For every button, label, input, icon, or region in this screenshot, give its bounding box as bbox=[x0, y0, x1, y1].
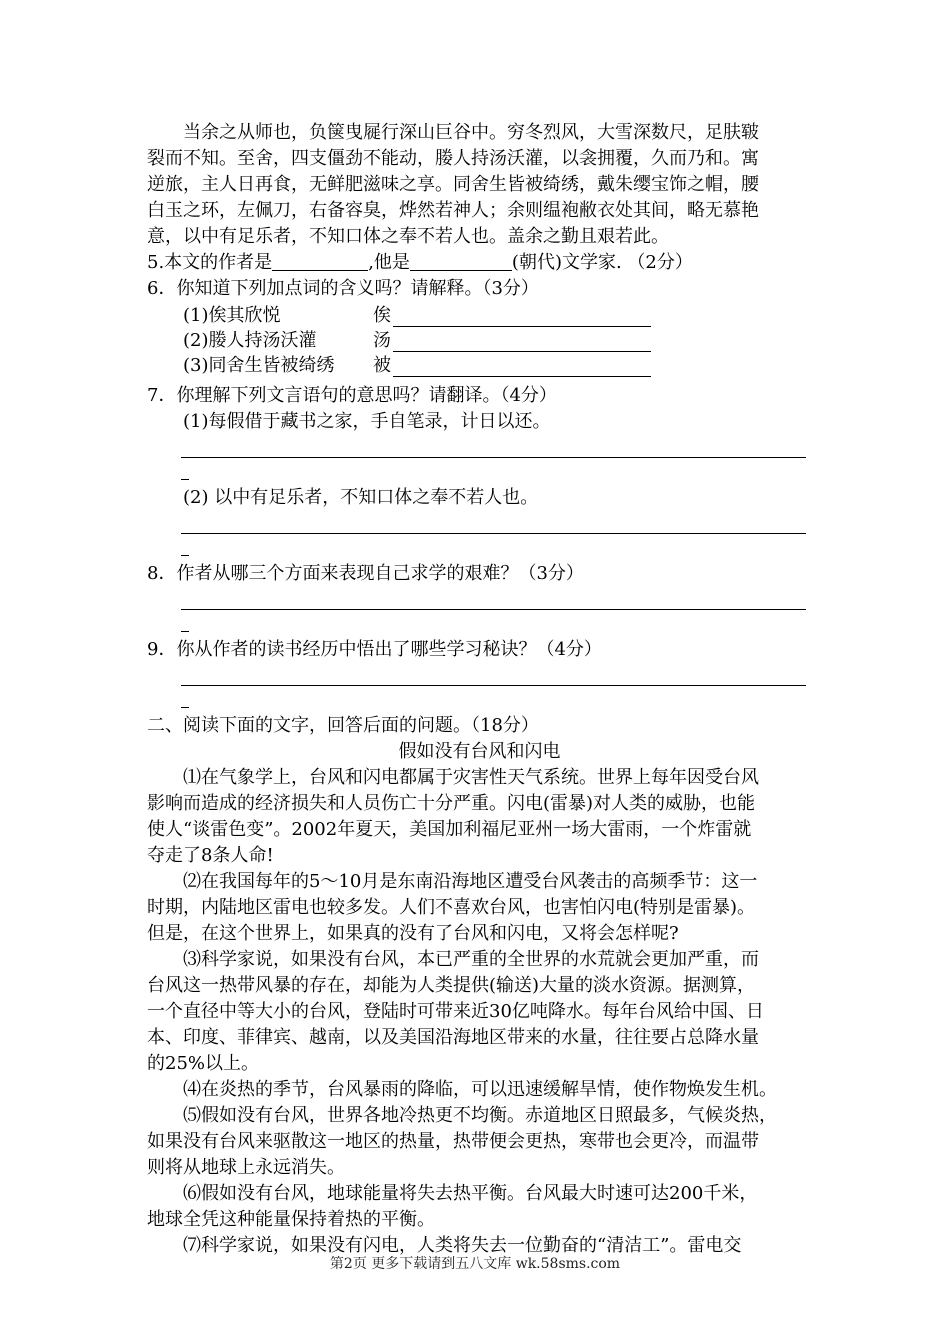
q5-middle: ,他是 bbox=[368, 252, 410, 273]
article-heading: 假如没有台风和闪电 bbox=[398, 741, 561, 762]
q6-item bbox=[147, 302, 812, 327]
article-line: 的25%以上。 bbox=[147, 1053, 260, 1074]
q7-sentence-1: (1)每假借于藏书之家，手自笔录，计日以还。 bbox=[183, 411, 551, 432]
article-line: 一个直径中等大小的台风，登陆时可带来近30亿吨降水。每年台风给中国、日 bbox=[147, 1001, 764, 1022]
q6-answer-blank[interactable] bbox=[393, 356, 651, 377]
article-line: 本、印度、菲律宾、越南，以及美国沿海地区带来的水量，往往要占总降水量 bbox=[147, 1027, 759, 1048]
page-content bbox=[147, 120, 812, 1259]
article-line: 使人“谈雷色变”。2002年夏天，美国加利福尼亚州一场大雷雨，一个炸雷就 bbox=[147, 819, 752, 840]
article-line: 则将从地球上永远消失。 bbox=[147, 1157, 345, 1178]
question-9-title: 9．你从作者的读书经历中悟出了哪些学习秘诀？（4分） bbox=[147, 639, 602, 660]
article-line: ⑶科学家说，如果没有台风，本已严重的全世界的水荒就会更加严重，而 bbox=[183, 949, 759, 970]
q6-item bbox=[147, 352, 812, 377]
article-line: 如果没有台风来驱散这一地区的热量，热带便会更热，寒带也会更冷，而温带 bbox=[147, 1131, 759, 1152]
question-6-title: 6．你知道下列加点词的含义吗？请解释。（3分） bbox=[147, 278, 539, 299]
passage-line: 裂而不知。至舍，四支僵劲不能动，媵人持汤沃灌，以衾拥覆，久而乃和。寓 bbox=[147, 148, 759, 169]
q7-sentence-2: (2) 以中有足乐者，不知口体之奉不若人也。 bbox=[183, 487, 539, 508]
passage-line: 当余之从师也，负箧曳屣行深山巨谷中。穷冬烈风，大雪深数尺，足肤皲 bbox=[183, 122, 759, 143]
q6-word: 汤 bbox=[373, 330, 391, 351]
q6-phrase: (2)媵人持汤沃灌 bbox=[183, 330, 317, 351]
passage-line: 逆旅，主人日再食，无鲜肥滋味之享。同舍生皆被绮绣，戴朱缨宝饰之帽，腰 bbox=[147, 174, 759, 195]
q6-item bbox=[147, 327, 812, 352]
q5-prefix: 5.本文的作者是 bbox=[147, 252, 273, 273]
q7-answer-line-2[interactable] bbox=[181, 511, 806, 559]
passage-1 bbox=[147, 120, 812, 250]
q5-suffix: (朝代)文学家. （2分） bbox=[511, 252, 693, 273]
q9-answer-line[interactable] bbox=[181, 663, 806, 711]
q6-word: 俟 bbox=[373, 305, 391, 326]
q6-answer-blank[interactable] bbox=[393, 306, 651, 327]
q5-author-blank[interactable] bbox=[272, 252, 368, 271]
article-line: ⑸假如没有台风，世界各地冷热更不均衡。赤道地区日照最多，气候炎热， bbox=[183, 1105, 777, 1126]
article-line: 影响而造成的经济损失和人员伤亡十分严重。闪电(雷暴)对人类的威胁，也能 bbox=[147, 793, 756, 814]
article-line: ⑵在我国每年的5～10月是东南沿海地区遭受台风袭击的高频季节：这一 bbox=[183, 871, 758, 892]
question-5 bbox=[147, 250, 812, 276]
passage-line: 意，以中有足乐者，不知口体之奉不若人也。盖余之勤且艰若此。 bbox=[147, 226, 669, 247]
q6-phrase: (3)同舍生皆被绮绣 bbox=[183, 355, 335, 376]
article-line: 地球全凭这种能量保持着热的平衡。 bbox=[147, 1209, 435, 1230]
page-footer: 第2页 更多下载请到五八文库 wk.58sms.com bbox=[329, 1256, 621, 1272]
article-line: 夺走了8条人命! bbox=[147, 845, 274, 866]
q8-answer-line[interactable] bbox=[181, 587, 806, 635]
passage-line: 白玉之环，左佩刀，右备容臭，烨然若神人；余则缊袍敝衣处其间，略无慕艳 bbox=[147, 200, 759, 221]
q5-dynasty-blank[interactable] bbox=[410, 252, 512, 271]
q6-answer-blank[interactable] bbox=[393, 331, 651, 352]
question-7-title: 7．你理解下列文言语句的意思吗？请翻译。（4分） bbox=[147, 385, 557, 406]
article-line: 时期，内陆地区雷电也较多发。人们不喜欢台风，也害怕闪电(特别是雷暴)。 bbox=[147, 897, 756, 918]
question-6-items bbox=[147, 302, 812, 377]
article-line: ⑹假如没有台风，地球能量将失去热平衡。台风最大时速可达200千米， bbox=[183, 1183, 758, 1204]
q6-word: 被 bbox=[373, 355, 391, 376]
question-8-title: 8．作者从哪三个方面来表现自己求学的艰难？（3分） bbox=[147, 563, 584, 584]
q6-phrase: (1)俟其欣悦 bbox=[183, 305, 281, 326]
article-line: ⑴在气象学上，台风和闪电都属于灾害性天气系统。世界上每年因受台风 bbox=[183, 767, 759, 788]
article-line: ⑺科学家说，如果没有闪电，人类将失去一位勤奋的“清洁工”。雷电交 bbox=[183, 1235, 742, 1256]
article-line: 但是，在这个世界上，如果真的没有了台风和闪电，又将会怎样呢? bbox=[147, 923, 679, 944]
article-line: 台风这一热带风暴的存在，却能为人类提供(输送)大量的淡水资源。据测算， bbox=[147, 975, 756, 996]
q7-answer-line-1[interactable] bbox=[181, 435, 806, 483]
article-line: ⑷在炎热的季节，台风暴雨的降临，可以迅速缓解旱情，使作物焕发生机。 bbox=[183, 1079, 777, 1100]
section-2-title: 二、阅读下面的文字，回答后面的问题。（18分） bbox=[147, 715, 539, 736]
article-body bbox=[147, 765, 812, 1259]
